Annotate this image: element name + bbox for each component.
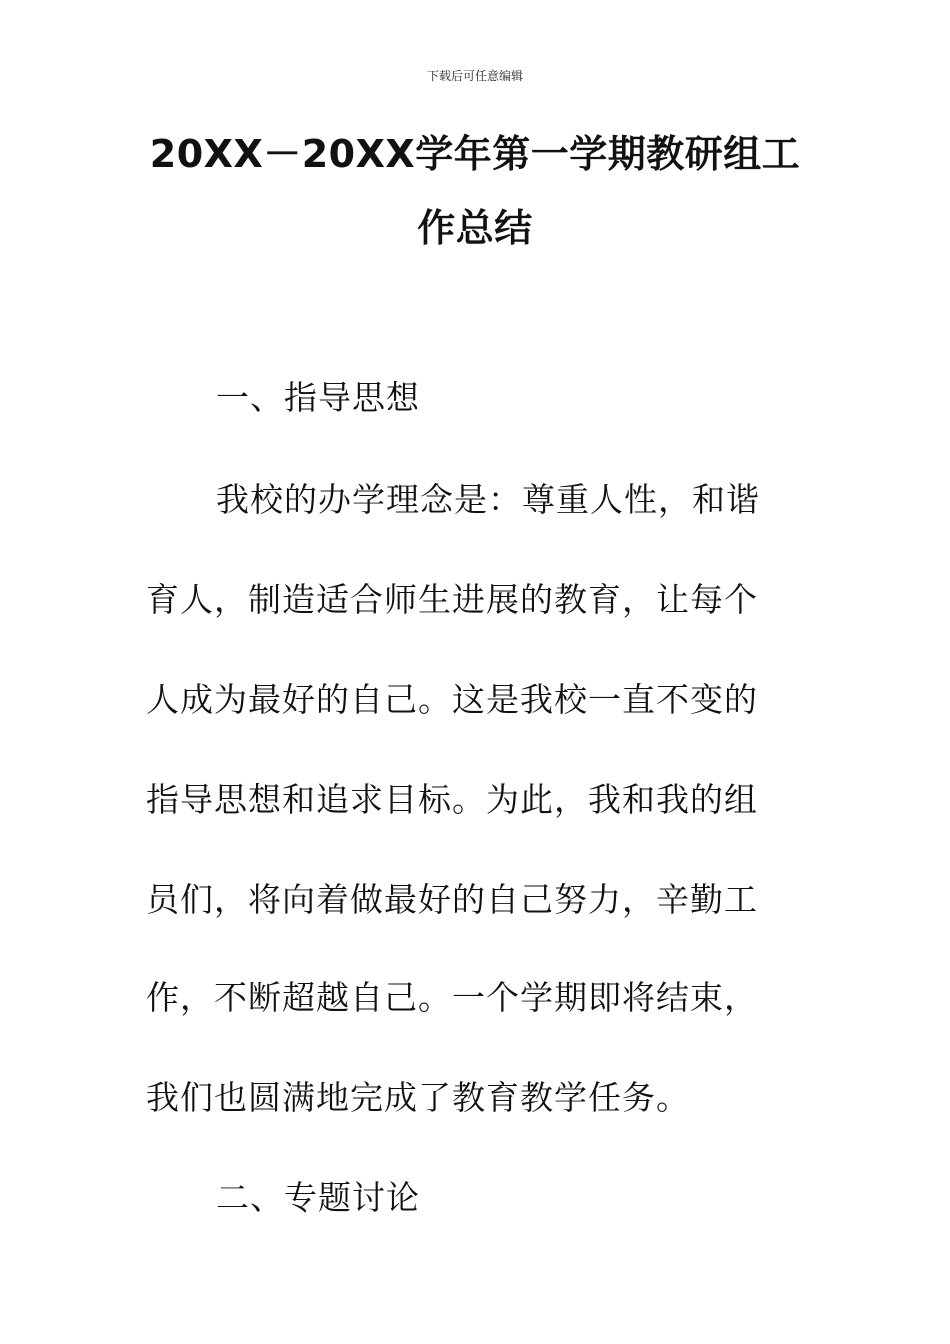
header-note: 下载后可任意编辑 <box>426 69 523 83</box>
paragraph-line: 人成为最好的自己。这是我校一直不变的 <box>146 680 758 719</box>
paragraph-line: 育人，制造适合师生进展的教育，让每个 <box>146 580 758 619</box>
paragraph-line: 指导思想和追求目标。为此，我和我的组 <box>146 780 758 819</box>
section-heading-2: 二、专题讨论 <box>216 1178 420 1217</box>
paragraph-line: 作，不断超越自己。一个学期即将结束， <box>146 978 758 1017</box>
paragraph-line: 我校的办学理念是：尊重人性，和谐 <box>216 480 760 519</box>
paragraph-line: 我们也圆满地完成了教育教学任务。 <box>146 1078 690 1117</box>
paragraph-line: 员们，将向着做最好的自己努力，辛勤工 <box>146 880 758 919</box>
document-title-line-1: 20XX－20XX学年第一学期教研组工 <box>149 132 801 176</box>
section-heading-1: 一、指导思想 <box>216 378 420 417</box>
document-title-line-2: 作总结 <box>417 206 533 250</box>
